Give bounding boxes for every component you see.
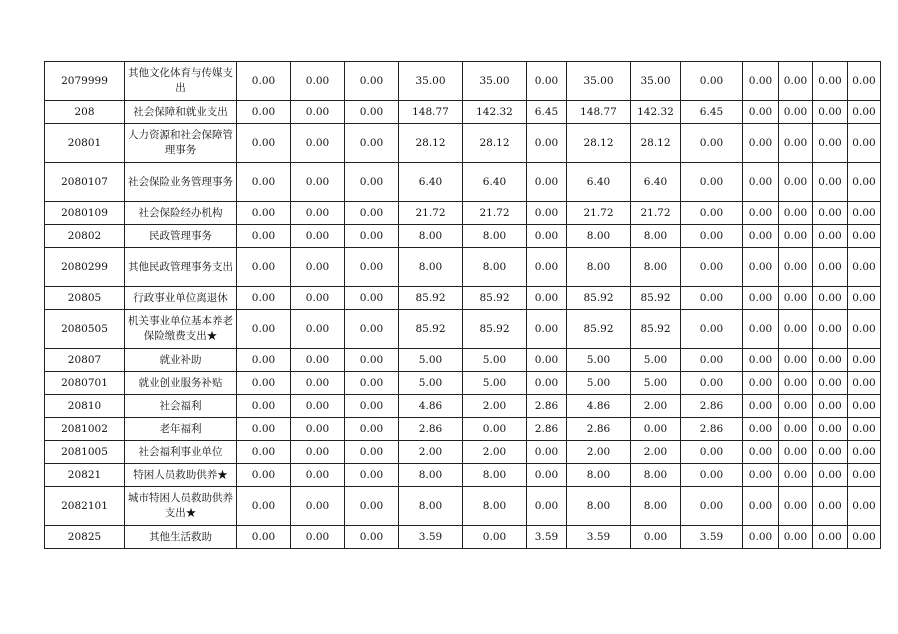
amount-cell: 0.00 — [345, 441, 399, 464]
amount-cell: 28.12 — [567, 124, 631, 163]
amount-cell: 2.00 — [567, 441, 631, 464]
amount-cell: 0.00 — [631, 526, 681, 549]
amount-cell: 6.40 — [399, 163, 463, 202]
amount-cell: 8.00 — [399, 464, 463, 487]
amount-cell: 0.00 — [848, 487, 881, 526]
subject-code-cell: 20810 — [45, 395, 125, 418]
subject-name-cell: 特困人员救助供养★ — [125, 464, 237, 487]
amount-cell: 0.00 — [848, 124, 881, 163]
amount-cell: 0.00 — [237, 487, 291, 526]
amount-cell: 8.00 — [631, 225, 681, 248]
subject-code-cell: 20825 — [45, 526, 125, 549]
amount-cell: 2.86 — [527, 418, 567, 441]
amount-cell: 6.40 — [631, 163, 681, 202]
amount-cell: 6.45 — [527, 101, 567, 124]
amount-cell: 2.86 — [527, 395, 567, 418]
amount-cell: 0.00 — [848, 287, 881, 310]
amount-cell: 0.00 — [291, 464, 345, 487]
amount-cell: 3.59 — [567, 526, 631, 549]
amount-cell: 0.00 — [527, 372, 567, 395]
amount-cell: 0.00 — [779, 163, 813, 202]
amount-cell: 0.00 — [291, 62, 345, 101]
amount-cell: 0.00 — [743, 287, 779, 310]
amount-cell: 35.00 — [399, 62, 463, 101]
amount-cell: 0.00 — [813, 526, 848, 549]
amount-cell: 0.00 — [779, 464, 813, 487]
subject-code-cell: 20807 — [45, 349, 125, 372]
amount-cell: 21.72 — [631, 202, 681, 225]
amount-cell: 28.12 — [631, 124, 681, 163]
amount-cell: 0.00 — [779, 441, 813, 464]
subject-name-cell: 其他民政管理事务支出 — [125, 248, 237, 287]
amount-cell: 0.00 — [527, 62, 567, 101]
amount-cell: 0.00 — [743, 62, 779, 101]
subject-code-cell: 20802 — [45, 225, 125, 248]
amount-cell: 0.00 — [237, 202, 291, 225]
subject-name-cell: 城市特困人员救助供养支出★ — [125, 487, 237, 526]
amount-cell: 8.00 — [399, 225, 463, 248]
amount-cell: 0.00 — [291, 372, 345, 395]
amount-cell: 8.00 — [567, 487, 631, 526]
amount-cell: 0.00 — [779, 202, 813, 225]
amount-cell: 0.00 — [779, 310, 813, 349]
amount-cell: 0.00 — [291, 395, 345, 418]
subject-name-cell: 其他文化体育与传媒支出 — [125, 62, 237, 101]
amount-cell: 0.00 — [848, 464, 881, 487]
amount-cell: 0.00 — [291, 287, 345, 310]
amount-cell: 0.00 — [779, 248, 813, 287]
table-row — [45, 418, 881, 441]
amount-cell: 0.00 — [779, 526, 813, 549]
amount-cell: 0.00 — [848, 526, 881, 549]
amount-cell: 8.00 — [567, 225, 631, 248]
amount-cell: 85.92 — [567, 310, 631, 349]
amount-cell: 0.00 — [237, 163, 291, 202]
amount-cell: 21.72 — [399, 202, 463, 225]
subject-code-cell: 2079999 — [45, 62, 125, 101]
subject-name-cell: 老年福利 — [125, 418, 237, 441]
amount-cell: 0.00 — [237, 349, 291, 372]
subject-code-cell: 20821 — [45, 464, 125, 487]
amount-cell: 8.00 — [463, 248, 527, 287]
amount-cell: 0.00 — [681, 225, 743, 248]
amount-cell: 5.00 — [567, 349, 631, 372]
subject-code-cell: 208 — [45, 101, 125, 124]
amount-cell: 0.00 — [848, 248, 881, 287]
amount-cell: 0.00 — [237, 310, 291, 349]
amount-cell: 0.00 — [813, 225, 848, 248]
amount-cell: 6.45 — [681, 101, 743, 124]
amount-cell: 0.00 — [743, 418, 779, 441]
amount-cell: 0.00 — [779, 372, 813, 395]
amount-cell: 0.00 — [345, 349, 399, 372]
table-row — [45, 441, 881, 464]
amount-cell: 6.40 — [567, 163, 631, 202]
amount-cell: 0.00 — [237, 101, 291, 124]
amount-cell: 0.00 — [779, 101, 813, 124]
subject-code-cell: 20805 — [45, 287, 125, 310]
amount-cell: 0.00 — [848, 62, 881, 101]
amount-cell: 0.00 — [813, 101, 848, 124]
amount-cell: 0.00 — [237, 248, 291, 287]
amount-cell: 0.00 — [848, 202, 881, 225]
amount-cell: 0.00 — [779, 487, 813, 526]
amount-cell: 0.00 — [237, 526, 291, 549]
amount-cell: 6.40 — [463, 163, 527, 202]
amount-cell: 0.00 — [848, 441, 881, 464]
amount-cell: 0.00 — [779, 287, 813, 310]
amount-cell: 0.00 — [291, 441, 345, 464]
amount-cell: 0.00 — [345, 526, 399, 549]
amount-cell: 0.00 — [813, 62, 848, 101]
amount-cell: 0.00 — [813, 349, 848, 372]
amount-cell: 0.00 — [527, 287, 567, 310]
amount-cell: 85.92 — [631, 287, 681, 310]
amount-cell: 0.00 — [813, 202, 848, 225]
table-body — [45, 62, 881, 549]
amount-cell: 0.00 — [681, 287, 743, 310]
amount-cell: 2.86 — [681, 418, 743, 441]
table-row — [45, 372, 881, 395]
amount-cell: 0.00 — [681, 202, 743, 225]
amount-cell: 85.92 — [463, 310, 527, 349]
amount-cell: 8.00 — [463, 464, 527, 487]
amount-cell: 85.92 — [399, 287, 463, 310]
subject-name-cell: 社会保障和就业支出 — [125, 101, 237, 124]
amount-cell: 0.00 — [813, 395, 848, 418]
subject-name-cell: 社会保险业务管理事务 — [125, 163, 237, 202]
amount-cell: 0.00 — [779, 124, 813, 163]
amount-cell: 0.00 — [848, 163, 881, 202]
amount-cell: 0.00 — [527, 163, 567, 202]
amount-cell: 0.00 — [743, 487, 779, 526]
amount-cell: 0.00 — [291, 349, 345, 372]
amount-cell: 8.00 — [463, 487, 527, 526]
amount-cell: 0.00 — [813, 124, 848, 163]
subject-code-cell: 2082101 — [45, 487, 125, 526]
table-row — [45, 310, 881, 349]
amount-cell: 0.00 — [813, 487, 848, 526]
amount-cell: 0.00 — [743, 124, 779, 163]
amount-cell: 0.00 — [813, 310, 848, 349]
amount-cell: 28.12 — [463, 124, 527, 163]
amount-cell: 0.00 — [291, 418, 345, 441]
amount-cell: 0.00 — [463, 418, 527, 441]
table-row — [45, 287, 881, 310]
amount-cell: 0.00 — [848, 310, 881, 349]
subject-code-cell: 2081002 — [45, 418, 125, 441]
amount-cell: 2.00 — [399, 441, 463, 464]
subject-code-cell: 2080701 — [45, 372, 125, 395]
amount-cell: 35.00 — [463, 62, 527, 101]
amount-cell: 8.00 — [631, 464, 681, 487]
subject-name-cell: 行政事业单位离退休 — [125, 287, 237, 310]
amount-cell: 0.00 — [743, 349, 779, 372]
subject-code-cell: 2080109 — [45, 202, 125, 225]
amount-cell: 0.00 — [813, 163, 848, 202]
amount-cell: 0.00 — [743, 441, 779, 464]
amount-cell: 0.00 — [345, 225, 399, 248]
amount-cell: 0.00 — [527, 248, 567, 287]
amount-cell: 0.00 — [681, 349, 743, 372]
amount-cell: 28.12 — [399, 124, 463, 163]
subject-name-cell: 其他生活救助 — [125, 526, 237, 549]
amount-cell: 35.00 — [631, 62, 681, 101]
subject-code-cell: 2081005 — [45, 441, 125, 464]
amount-cell: 2.86 — [681, 395, 743, 418]
amount-cell: 5.00 — [463, 372, 527, 395]
amount-cell: 0.00 — [813, 441, 848, 464]
amount-cell: 0.00 — [681, 372, 743, 395]
amount-cell: 2.86 — [399, 418, 463, 441]
amount-cell: 21.72 — [463, 202, 527, 225]
amount-cell: 0.00 — [743, 202, 779, 225]
table-row — [45, 124, 881, 163]
subject-code-cell: 2080107 — [45, 163, 125, 202]
amount-cell: 3.59 — [527, 526, 567, 549]
amount-cell: 0.00 — [291, 225, 345, 248]
amount-cell: 85.92 — [631, 310, 681, 349]
amount-cell: 0.00 — [527, 441, 567, 464]
table-row — [45, 464, 881, 487]
amount-cell: 5.00 — [399, 349, 463, 372]
amount-cell: 0.00 — [848, 372, 881, 395]
amount-cell: 0.00 — [291, 526, 345, 549]
amount-cell: 0.00 — [345, 372, 399, 395]
table-row — [45, 526, 881, 549]
table-row — [45, 163, 881, 202]
amount-cell: 8.00 — [631, 487, 681, 526]
amount-cell: 0.00 — [237, 464, 291, 487]
amount-cell: 0.00 — [743, 464, 779, 487]
amount-cell: 0.00 — [237, 418, 291, 441]
amount-cell: 0.00 — [291, 202, 345, 225]
amount-cell: 0.00 — [813, 464, 848, 487]
amount-cell: 142.32 — [631, 101, 681, 124]
amount-cell: 148.77 — [567, 101, 631, 124]
amount-cell: 0.00 — [345, 163, 399, 202]
amount-cell: 0.00 — [291, 101, 345, 124]
amount-cell: 0.00 — [345, 62, 399, 101]
amount-cell: 0.00 — [345, 418, 399, 441]
budget-table — [44, 61, 881, 549]
amount-cell: 0.00 — [743, 372, 779, 395]
amount-cell: 0.00 — [291, 163, 345, 202]
amount-cell: 0.00 — [848, 418, 881, 441]
amount-cell: 0.00 — [345, 287, 399, 310]
amount-cell: 0.00 — [848, 349, 881, 372]
table-row — [45, 349, 881, 372]
amount-cell: 8.00 — [631, 248, 681, 287]
amount-cell: 0.00 — [527, 124, 567, 163]
amount-cell: 0.00 — [848, 395, 881, 418]
amount-cell: 0.00 — [237, 395, 291, 418]
amount-cell: 0.00 — [527, 310, 567, 349]
amount-cell: 0.00 — [743, 395, 779, 418]
subject-name-cell: 社会福利 — [125, 395, 237, 418]
amount-cell: 0.00 — [681, 62, 743, 101]
amount-cell: 0.00 — [743, 101, 779, 124]
amount-cell: 2.86 — [567, 418, 631, 441]
amount-cell: 0.00 — [813, 248, 848, 287]
amount-cell: 8.00 — [567, 464, 631, 487]
amount-cell: 0.00 — [779, 349, 813, 372]
amount-cell: 0.00 — [848, 225, 881, 248]
amount-cell: 85.92 — [399, 310, 463, 349]
amount-cell: 2.00 — [463, 395, 527, 418]
table-row — [45, 487, 881, 526]
amount-cell: 0.00 — [681, 464, 743, 487]
amount-cell: 0.00 — [463, 526, 527, 549]
amount-cell: 0.00 — [681, 487, 743, 526]
amount-cell: 0.00 — [743, 248, 779, 287]
amount-cell: 3.59 — [681, 526, 743, 549]
subject-name-cell: 就业创业服务补贴 — [125, 372, 237, 395]
amount-cell: 0.00 — [681, 310, 743, 349]
amount-cell: 0.00 — [779, 225, 813, 248]
amount-cell: 0.00 — [527, 487, 567, 526]
table-row — [45, 101, 881, 124]
amount-cell: 0.00 — [237, 62, 291, 101]
amount-cell: 5.00 — [463, 349, 527, 372]
amount-cell: 0.00 — [681, 124, 743, 163]
subject-name-cell: 机关事业单位基本养老保险缴费支出★ — [125, 310, 237, 349]
amount-cell: 0.00 — [237, 441, 291, 464]
amount-cell: 0.00 — [345, 310, 399, 349]
amount-cell: 0.00 — [345, 248, 399, 287]
amount-cell: 0.00 — [681, 441, 743, 464]
amount-cell: 0.00 — [291, 124, 345, 163]
amount-cell: 8.00 — [399, 487, 463, 526]
amount-cell: 0.00 — [345, 464, 399, 487]
amount-cell: 0.00 — [813, 372, 848, 395]
amount-cell: 0.00 — [681, 248, 743, 287]
amount-cell: 0.00 — [848, 101, 881, 124]
amount-cell: 21.72 — [567, 202, 631, 225]
amount-cell: 0.00 — [527, 349, 567, 372]
amount-cell: 5.00 — [631, 349, 681, 372]
amount-cell: 8.00 — [463, 225, 527, 248]
amount-cell: 0.00 — [681, 163, 743, 202]
amount-cell: 0.00 — [345, 101, 399, 124]
amount-cell: 8.00 — [399, 248, 463, 287]
amount-cell: 0.00 — [527, 225, 567, 248]
amount-cell: 0.00 — [291, 487, 345, 526]
amount-cell: 0.00 — [237, 124, 291, 163]
amount-cell: 0.00 — [237, 372, 291, 395]
amount-cell: 8.00 — [567, 248, 631, 287]
amount-cell: 0.00 — [743, 225, 779, 248]
amount-cell: 85.92 — [567, 287, 631, 310]
amount-cell: 148.77 — [399, 101, 463, 124]
subject-name-cell: 社会福利事业单位 — [125, 441, 237, 464]
subject-name-cell: 民政管理事务 — [125, 225, 237, 248]
subject-name-cell: 人力资源和社会保障管理事务 — [125, 124, 237, 163]
amount-cell: 5.00 — [631, 372, 681, 395]
amount-cell: 0.00 — [743, 526, 779, 549]
amount-cell: 0.00 — [813, 287, 848, 310]
amount-cell: 0.00 — [237, 287, 291, 310]
table-row — [45, 248, 881, 287]
amount-cell: 0.00 — [237, 225, 291, 248]
amount-cell: 0.00 — [527, 464, 567, 487]
amount-cell: 2.00 — [463, 441, 527, 464]
subject-name-cell: 社会保险经办机构 — [125, 202, 237, 225]
amount-cell: 4.86 — [567, 395, 631, 418]
amount-cell: 0.00 — [813, 418, 848, 441]
table-row — [45, 395, 881, 418]
subject-code-cell: 2080299 — [45, 248, 125, 287]
subject-code-cell: 2080505 — [45, 310, 125, 349]
amount-cell: 0.00 — [779, 418, 813, 441]
table-row — [45, 62, 881, 101]
amount-cell: 0.00 — [291, 248, 345, 287]
amount-cell: 0.00 — [345, 487, 399, 526]
amount-cell: 0.00 — [345, 202, 399, 225]
amount-cell: 2.00 — [631, 395, 681, 418]
amount-cell: 0.00 — [291, 310, 345, 349]
amount-cell: 85.92 — [463, 287, 527, 310]
amount-cell: 0.00 — [345, 124, 399, 163]
amount-cell: 0.00 — [743, 310, 779, 349]
subject-name-cell: 就业补助 — [125, 349, 237, 372]
amount-cell: 0.00 — [743, 163, 779, 202]
table-row — [45, 202, 881, 225]
amount-cell: 4.86 — [399, 395, 463, 418]
amount-cell: 0.00 — [631, 418, 681, 441]
amount-cell: 0.00 — [779, 395, 813, 418]
table-row — [45, 225, 881, 248]
amount-cell: 0.00 — [527, 202, 567, 225]
amount-cell: 142.32 — [463, 101, 527, 124]
amount-cell: 35.00 — [567, 62, 631, 101]
amount-cell: 5.00 — [567, 372, 631, 395]
amount-cell: 2.00 — [631, 441, 681, 464]
amount-cell: 0.00 — [779, 62, 813, 101]
amount-cell: 3.59 — [399, 526, 463, 549]
amount-cell: 0.00 — [345, 395, 399, 418]
amount-cell: 5.00 — [399, 372, 463, 395]
subject-code-cell: 20801 — [45, 124, 125, 163]
